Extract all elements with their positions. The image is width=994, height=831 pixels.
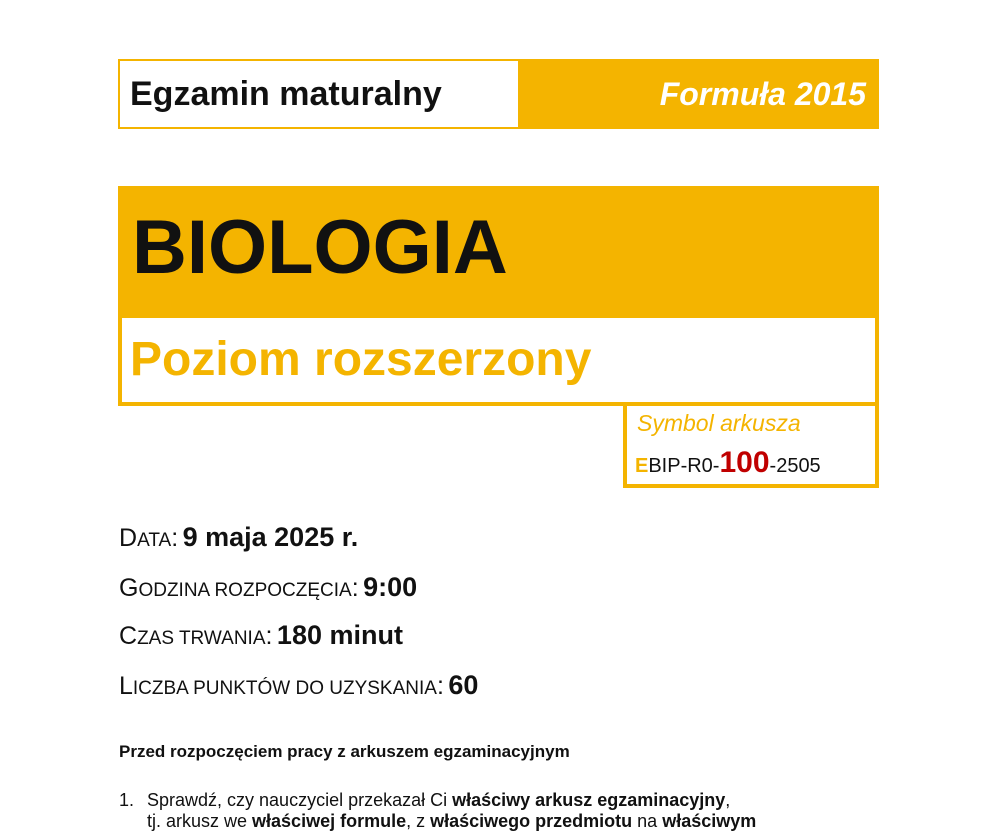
info-duration-label-first: C [119, 622, 138, 650]
instruction-1-line2-text-a: tj. arkusz we [147, 811, 253, 831]
exam-type-label: Egzamin maturalny [130, 75, 442, 113]
symbol-code-suffix: -2505 [769, 455, 821, 477]
instruction-1-text-a: Sprawdź, czy nauczyciel przekazał Ci [147, 790, 453, 810]
instruction-1-line2-text-c: na [632, 811, 663, 831]
formula-box [520, 61, 876, 127]
info-start-value: 9:00 [363, 572, 418, 602]
info-start-colon: : [351, 574, 359, 602]
instruction-1-bold-a: właściwy arkusz egzaminacyjny [452, 790, 726, 810]
info-date [119, 524, 358, 551]
info-points-colon: : [436, 672, 444, 700]
instruction-1-line2-bold-b: właściwego przedmiotu [430, 811, 633, 831]
symbol-code-letter: E [635, 455, 649, 477]
instruction-1-text-b: , [725, 790, 731, 810]
info-duration-label-rest: ZAS TRWANIA [137, 628, 266, 649]
instruction-item-number: 1. [119, 790, 135, 810]
info-points [119, 672, 478, 699]
instruction-item-1 [119, 790, 730, 810]
level-label: Poziom rozszerzony [130, 333, 592, 386]
info-duration [119, 622, 403, 649]
symbol-code-middle: BIP-R0- [648, 455, 720, 477]
info-start-label-first: G [119, 574, 139, 602]
info-date-label-rest: ATA [137, 530, 172, 551]
info-duration-value: 180 minut [276, 620, 403, 650]
formula-label: Formuła 2015 [659, 76, 866, 112]
instruction-1-line2-bold-c: właściwym [662, 811, 757, 831]
info-date-value: 9 maja 2025 r. [182, 522, 359, 552]
instruction-1-line2-text-b: , z [406, 811, 431, 831]
info-points-value: 60 [448, 670, 479, 700]
info-date-colon: : [171, 524, 179, 552]
info-duration-colon: : [265, 622, 273, 650]
info-start-time [119, 574, 417, 601]
level-box [122, 318, 875, 402]
exam-type-box [120, 61, 518, 127]
symbol-code [635, 448, 821, 478]
instructions-heading: Przed rozpoczęciem pracy z arkuszem egzaminacyjnym [119, 742, 570, 761]
symbol-code-number: 100 [719, 446, 770, 479]
info-date-label-first: D [119, 524, 138, 552]
instruction-1-line2-bold-a: właściwej formule [252, 811, 407, 831]
info-points-label-first: L [119, 672, 133, 700]
subject-title: BIOLOGIA [132, 205, 508, 290]
info-points-label-rest: ICZBA PUNKTÓW DO UZYSKANIA [132, 678, 437, 699]
instruction-item-1-line-2 [147, 811, 756, 831]
symbol-box [627, 406, 875, 484]
info-start-label-rest: ODZINA ROZPOCZĘCIA [138, 580, 352, 601]
symbol-label: Symbol arkusza [637, 410, 801, 436]
